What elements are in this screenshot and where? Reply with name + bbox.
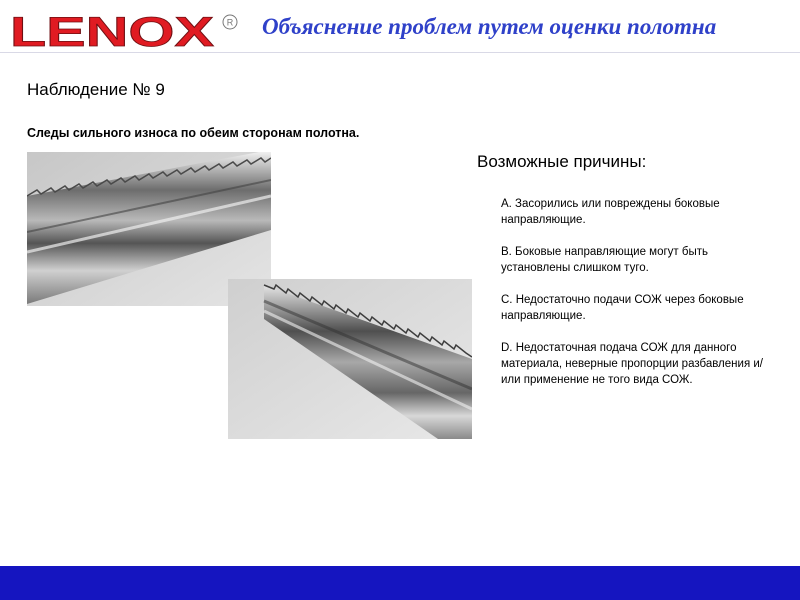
cause-item-a: A. Засорились или повреждены боковые направляющие. [501,198,720,226]
page-title: Объяснение проблем путем оценки полотна [262,14,717,39]
causes-list [501,196,771,404]
observation-description: Следы сильного износа по обеим сторонам полотна. [27,126,360,140]
causes-heading: Возможные причины: [477,152,647,171]
registered-mark-letter: R [226,17,234,28]
lenox-logo [8,10,240,50]
logo-text: LENOX [10,10,214,50]
observation-label: Наблюдение № 9 [27,80,165,99]
footer-bar [0,566,800,600]
cause-item-c: C. Недостаточно подачи СОЖ через боковые направляющие. [501,294,744,322]
cause-item-d: D. Недостаточная подача СОЖ для данного материала, неверные пропорции разбавления и/или применение не того вида СОЖ. [501,342,763,386]
header-divider [0,52,800,53]
blade-photo-worn-side-2 [228,279,472,439]
cause-item-b: B. Боковые направляющие могут быть установлены слишком туго. [501,246,708,274]
